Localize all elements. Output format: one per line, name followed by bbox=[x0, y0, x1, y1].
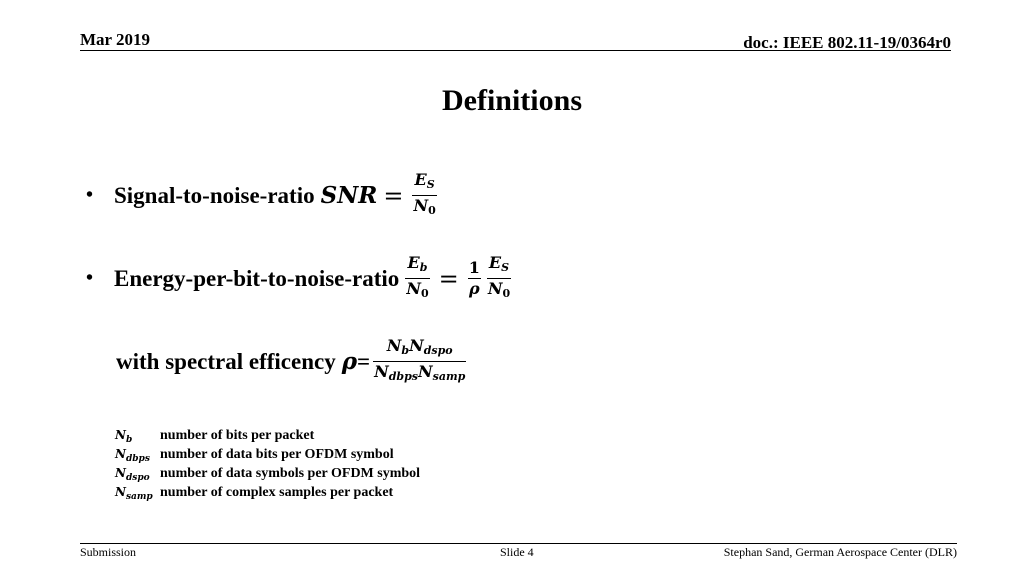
bullet-snr bbox=[86, 170, 440, 221]
equals-sign: = bbox=[383, 181, 404, 210]
rho-symbol: ρ bbox=[341, 348, 357, 375]
bullet-ebn0 bbox=[86, 253, 514, 304]
slide-title: Definitions bbox=[441, 84, 582, 117]
header-divider bbox=[80, 50, 951, 51]
bullet-text: Energy-per-bit-to-noise-ratio bbox=[114, 265, 400, 291]
symbol-definitions bbox=[115, 428, 420, 504]
equals-sign: = bbox=[438, 264, 459, 293]
spectral-text: with spectral efficency bbox=[116, 348, 336, 374]
bullet-text: Signal-to-noise-ratio bbox=[114, 182, 315, 208]
header-doc-id: doc.: IEEE 802.11-19/0364r0 bbox=[743, 33, 951, 52]
spectral-efficiency-line bbox=[116, 336, 469, 387]
rho-fraction: $\frac{N_bN_{dspo}}{N_{dbps}N_{samp}}$ bbox=[374, 336, 466, 383]
bullet-marker: • bbox=[86, 184, 94, 206]
definition-text: number of bits per packet bbox=[160, 428, 315, 443]
definition-row bbox=[115, 466, 420, 485]
inverse-rho-fraction: $\frac{1}{\rho}$ bbox=[468, 258, 480, 298]
definition-row bbox=[115, 428, 420, 447]
footer-author: Stephan Sand, German Aerospace Center (DLR) bbox=[723, 545, 957, 559]
ebn0-fraction: $\frac{E_b}{N_0}$ bbox=[406, 253, 429, 300]
definition-text: number of data bits per OFDM symbol bbox=[160, 447, 394, 462]
footer-divider bbox=[80, 543, 957, 544]
definition-symbol: $N_b$ bbox=[115, 428, 133, 445]
snr-fraction: $\frac{E_S}{N_0}$ bbox=[413, 170, 436, 217]
bullet-marker: • bbox=[86, 267, 94, 289]
definition-text: number of complex samples per packet bbox=[160, 485, 394, 500]
header-date: Mar 2019 bbox=[80, 30, 151, 49]
definition-symbol: $N_{dspo}$ bbox=[115, 466, 150, 483]
definition-row bbox=[115, 447, 420, 466]
es-n0-fraction: $\frac{E_S}{N_0}$ bbox=[487, 253, 511, 300]
footer-slide-number: Slide 4 bbox=[500, 545, 534, 559]
definition-row bbox=[115, 485, 420, 504]
definition-text: number of data symbols per OFDM symbol bbox=[160, 466, 421, 481]
equals-sign: = bbox=[357, 348, 371, 374]
snr-symbol: SNR bbox=[320, 182, 378, 209]
footer-submission: Submission bbox=[80, 545, 137, 559]
definition-symbol: $N_{dbps}$ bbox=[115, 447, 150, 464]
definition-symbol: $N_{samp}$ bbox=[115, 485, 153, 502]
